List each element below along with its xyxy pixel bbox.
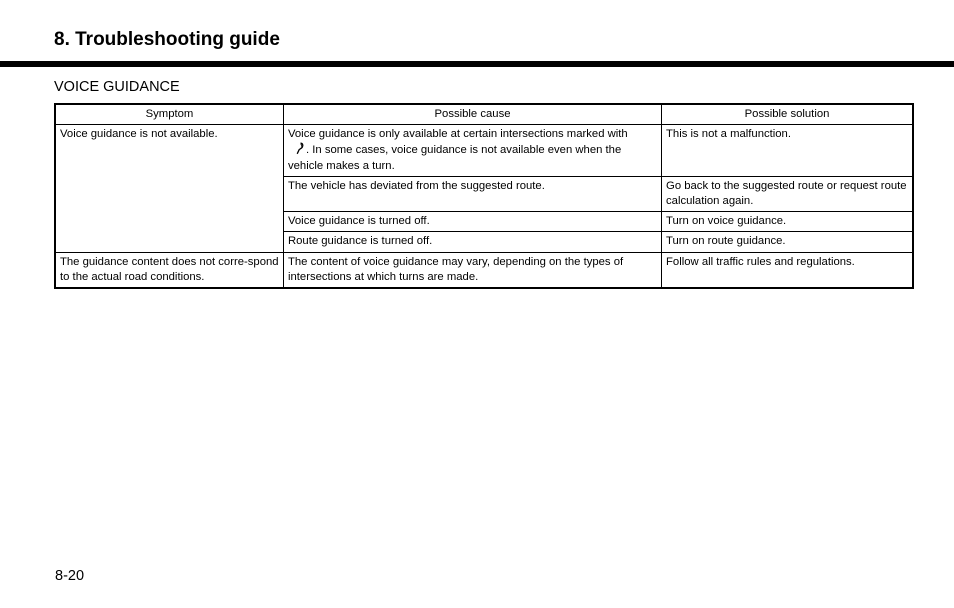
cause-text-before-icon: Voice guidance is only available at certain intersections marked with xyxy=(287,128,628,141)
symptom-cell: The guidance content does not corre-spond to the actual road conditions. xyxy=(55,252,283,288)
troubleshooting-table xyxy=(54,103,914,289)
header-symptom: Symptom xyxy=(55,104,283,125)
solution-cell: Follow all traffic rules and regulations. xyxy=(662,252,913,288)
solution-cell: Turn on route guidance. xyxy=(662,232,913,252)
solution-cell: Go back to the suggested route or request route calculation again. xyxy=(662,176,913,211)
cause-cell: The vehicle has deviated from the suggested route. xyxy=(283,176,661,211)
cause-cell xyxy=(283,125,661,177)
guidance-pin-icon xyxy=(292,142,306,155)
header-possible-cause: Possible cause xyxy=(283,104,661,125)
header-rule xyxy=(0,61,954,67)
header-possible-solution: Possible solution xyxy=(662,104,913,125)
cause-text-after-icon: . In some cases, voice guidance is not available even when the vehicle makes a turn. xyxy=(287,144,622,172)
symptom-cell: Voice guidance is not available. xyxy=(55,125,283,252)
page-number: 8-20 xyxy=(55,568,85,584)
cause-cell: Voice guidance is turned off. xyxy=(283,212,661,232)
section-title: VOICE GUIDANCE xyxy=(54,79,180,95)
chapter-title: 8. Troubleshooting guide xyxy=(54,29,280,50)
table-row xyxy=(55,125,913,177)
table-header-row xyxy=(55,104,913,125)
solution-cell: This is not a malfunction. xyxy=(662,125,913,177)
table-row xyxy=(55,252,913,288)
cause-cell: The content of voice guidance may vary, depending on the types of intersections at which turns are made. xyxy=(283,252,661,288)
solution-cell: Turn on voice guidance. xyxy=(662,212,913,232)
cause-cell: Route guidance is turned off. xyxy=(283,232,661,252)
